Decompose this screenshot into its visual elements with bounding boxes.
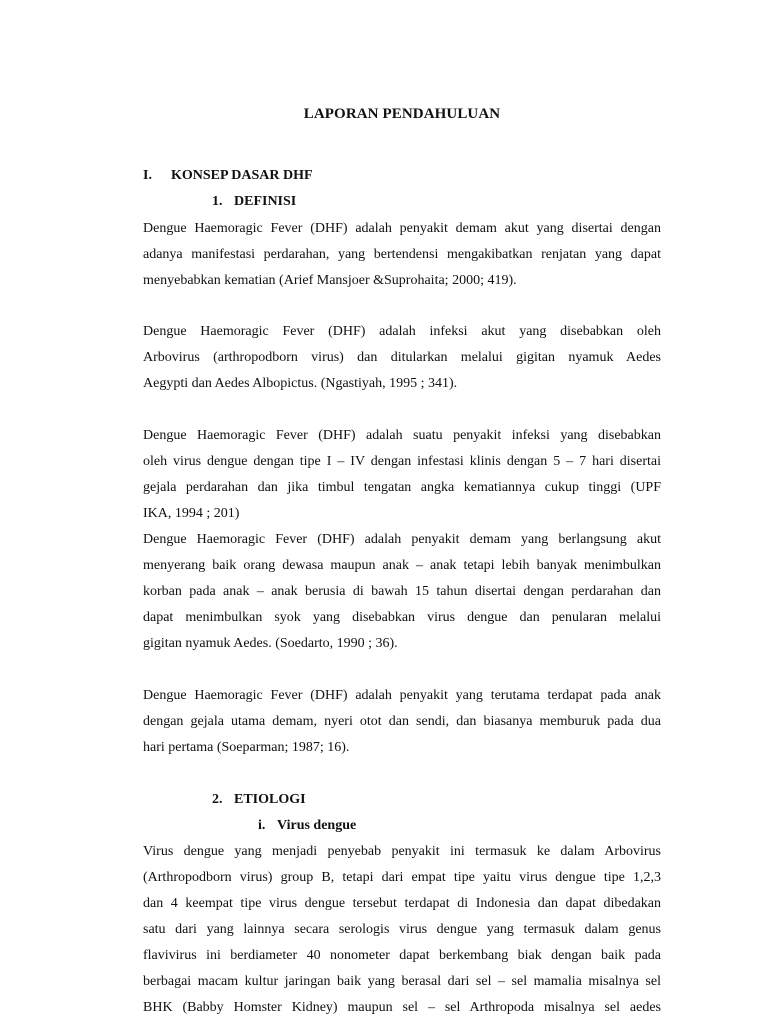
page-title: LAPORAN PENDAHULUAN: [303, 106, 501, 122]
subsubsection-label: Virus dengue: [277, 818, 357, 833]
text-line: Dengue Haemoragic Fever (DHF) adalah penyakit demam akut yang disertai dengan: [143, 221, 661, 236]
section-heading-konsep-dasar: [143, 168, 313, 184]
text-line: Dengue Haemoragic Fever (DHF) adalah suatu penyakit infeksi yang disebabkan: [143, 428, 661, 443]
text-line: IKA, 1994 ; 201): [143, 506, 240, 521]
definisi-paragraph-3: [143, 423, 661, 657]
text-line: Dengue Haemoragic Fever (DHF) adalah penyakit yang terutama terdapat pada anak: [143, 688, 661, 703]
text-line: korban pada anak – anak berusia di bawah 15 tahun disertai dengan perdarahan dan: [143, 584, 661, 599]
text-line: adanya manifestasi perdarahan, yang bertendensi mengakibatkan renjatan yang dapat: [143, 247, 661, 262]
subsubsection-number: i.: [258, 818, 266, 833]
text-line: Aegypti dan Aedes Albopictus. (Ngastiyah, 1995 ; 341).: [143, 376, 458, 391]
text-line: Dengue Haemoragic Fever (DHF) adalah penyakit demam yang berlangsung akut: [143, 532, 661, 547]
text-line: BHK (Babby Homster Kidney) maupun sel – sel Arthropoda misalnya sel aedes: [143, 1000, 661, 1015]
section-number: I.: [143, 168, 152, 183]
text-line: gigitan nyamuk Aedes. (Soedarto, 1990 ; 36).: [143, 636, 398, 651]
subsection-label: ETIOLOGI: [234, 792, 306, 807]
subsection-heading-definisi: [212, 194, 296, 210]
text-line: hari pertama (Soeparman; 1987; 16).: [143, 740, 350, 755]
text-line: Arbovirus (arthropodborn virus) dan ditularkan melalui gigitan nyamuk Aedes: [143, 350, 661, 365]
subsection-number: 1.: [212, 194, 223, 209]
text-line: gejala perdarahan dan jika timbul tengatan angka kematiannya cukup tinggi (UPF: [143, 480, 661, 495]
text-line: menyebabkan kematian (Arief Mansjoer &Suprohaita; 2000; 419).: [143, 273, 517, 288]
etiologi-paragraph: [143, 839, 661, 1021]
subsubsection-heading-virus-dengue: [258, 818, 356, 834]
text-line: (Arthropodborn virus) group B, tetapi dari empat tipe yaitu virus dengue tipe 1,2,3: [143, 870, 661, 885]
text-line: berbagai macam kultur jaringan baik yang berasal dari sel – sel mamalia misalnya sel: [143, 974, 661, 989]
text-line: satu dari yang lainnya secara serologis virus dengue yang termasuk dalam genus: [143, 922, 661, 937]
text-line: dan 4 keempat tipe virus dengue tersebut terdapat di Indonesia dan dapat dibedakan: [143, 896, 661, 911]
text-line: Dengue Haemoragic Fever (DHF) adalah infeksi akut yang disebabkan oleh: [143, 324, 661, 339]
definisi-paragraph-4: [143, 683, 661, 761]
text-line: menyerang baik orang dewasa maupun anak – anak tetapi lebih banyak menimbulkan: [143, 558, 661, 573]
text-line: dapat menimbulkan syok yang disebabkan virus dengue dan penularan melalui: [143, 610, 661, 625]
subsection-number: 2.: [212, 792, 223, 807]
section-label: KONSEP DASAR DHF: [171, 168, 313, 183]
text-line: oleh virus dengue dengan tipe I – IV dengan infestasi klinis dengan 5 – 7 hari disertai: [143, 454, 661, 469]
text-line: Virus dengue yang menjadi penyebab penyakit ini termasuk ke dalam Arbovirus: [143, 844, 661, 859]
definisi-paragraph-1: [143, 216, 661, 294]
definisi-paragraph-2: [143, 319, 661, 397]
subsection-label: DEFINISI: [234, 194, 297, 209]
subsection-heading-etiologi: [212, 792, 306, 808]
text-line: flavivirus ini berdiameter 40 nonometer dapat berkembang biak dengan baik pada: [143, 948, 661, 963]
text-line: dengan gejala utama demam, nyeri otot dan sendi, dan biasanya memburuk pada dua: [143, 714, 661, 729]
